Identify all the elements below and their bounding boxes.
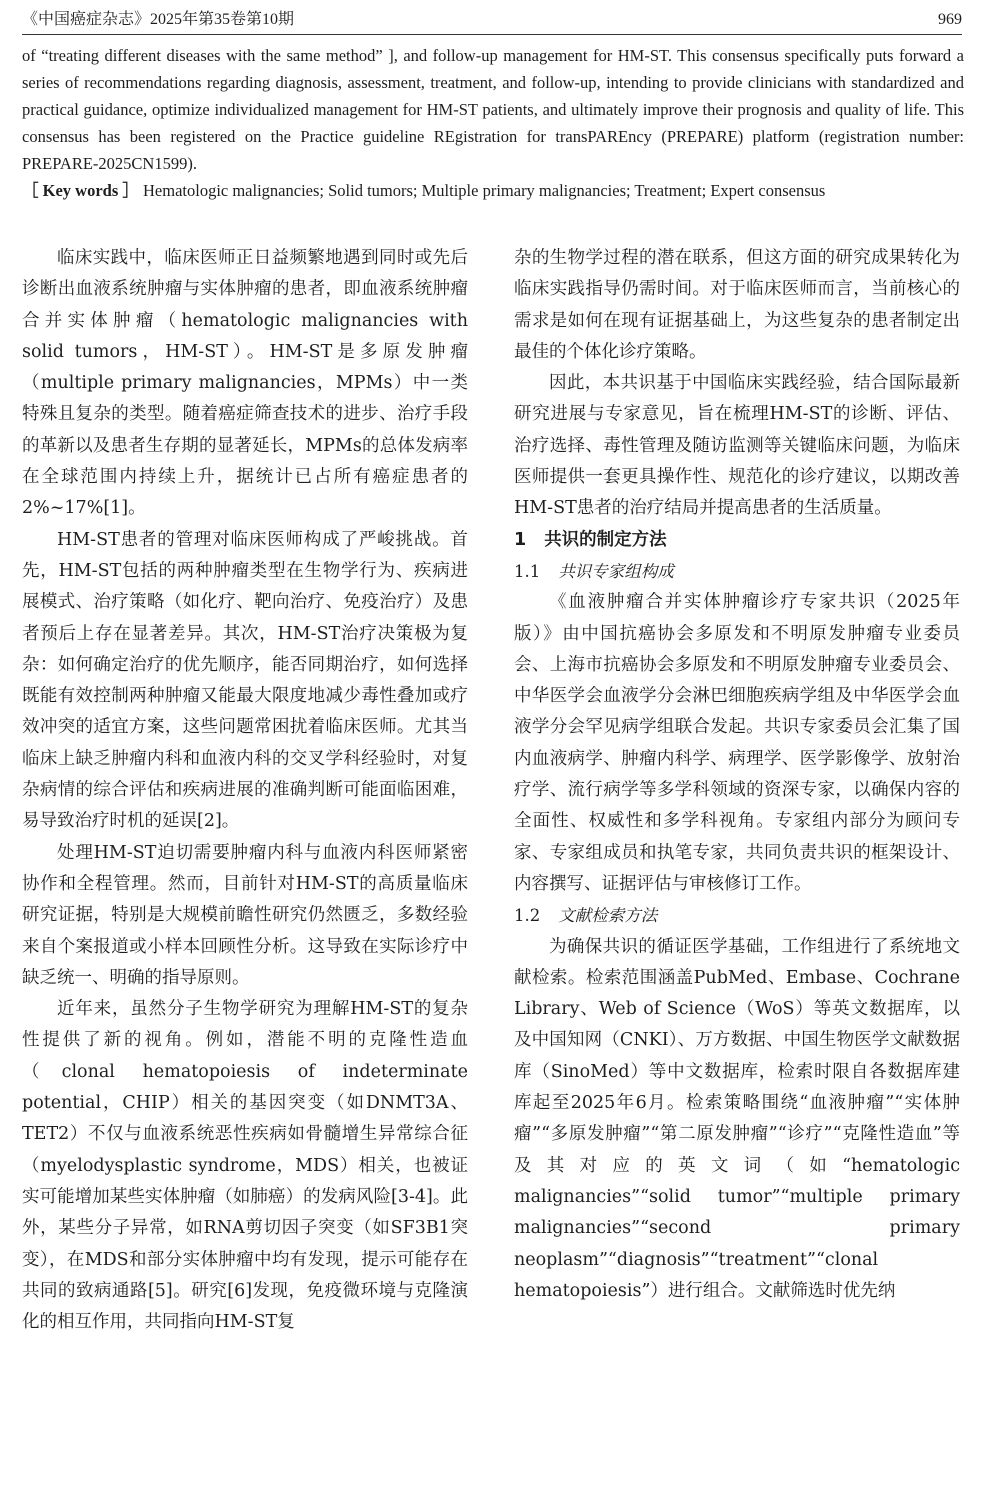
subsection-heading-1-1 bbox=[514, 556, 960, 587]
section-title: 共识的制定方法 bbox=[544, 529, 667, 550]
section-number: 1 bbox=[514, 529, 527, 550]
left-column bbox=[22, 243, 468, 1338]
english-abstract bbox=[22, 42, 964, 204]
journal-title: 《中国癌症杂志》2025年第35卷第10期 bbox=[22, 11, 295, 28]
subsection-heading-1-2 bbox=[514, 900, 960, 931]
keywords-line bbox=[22, 177, 964, 204]
intro-paragraph-3: 处理HM-ST迫切需要肿瘤内科与血液内科医师紧密协作和全程管理。然而，目前针对HM-ST的高质量临床研究证据，特别是大规模前瞻性研究仍然匮乏，多数经验来自个案报道或小样本回顾性分析。这导致在实际诊疗中缺乏统一、明确的指导原则。 bbox=[22, 842, 468, 988]
intro-paragraph-1: 临床实践中，临床医师正日益频繁地遇到同时或先后诊断出血液系统肿瘤与实体肿瘤的患者，即血液系统肿瘤合并实体肿瘤（hematologic malignancies with solid tumors，HM-ST）。HM-ST是多原发肿瘤（multiple primary malignancies，MPMs）中一类特殊且复杂的类型。随着癌症筛查技术的进步、治疗手段的革新以及患者生存期的显著延长，MPMs的总体发病率在全球范围内持续上升，据统计已占所有癌症患者的2%~17%[1]。 bbox=[22, 248, 468, 519]
page-number: 969 bbox=[938, 11, 962, 28]
intro-paragraph-4: 近年来，虽然分子生物学研究为理解HM-ST的复杂性提供了新的视角。例如，潜能不明的克隆性造血（clonal hematopoiesis of indeterminate potential，CHIP）相关的基因突变（如DNMT3A、TET2）不仅与血液系统恶性疾病如骨髓增生异常综合征（myelodysplastic syndrome，MDS）相关，也被证实可能增加某些实体肿瘤（如肺癌）的发病风险[3-4]。此外，某些分子异常，如RNA剪切因子突变（如SF3B1突变），在MDS和部分实体肿瘤中均有发现，提示可能存在共同的致病通路[5]。研究[6]发现，免疫微环境与克隆演化的相互作用，共同指向HM-ST复 bbox=[22, 999, 468, 1333]
subsection-number: 1.1 bbox=[514, 561, 541, 581]
section-heading-1 bbox=[514, 525, 960, 556]
subsection-number: 1.2 bbox=[514, 906, 541, 926]
continued-paragraph: 杂的生物学过程的潜在联系，但这方面的研究成果转化为临床实践指导仍需时间。对于临床医师而言，当前核心的需求是如何在现有证据基础上，为这些复杂的患者制定出最佳的个体化诊疗策略。 bbox=[514, 248, 960, 362]
subsection-title: 文献检索方法 bbox=[558, 906, 658, 926]
keywords-list: Hematologic malignancies; Solid tumors; Multiple primary malignancies; Treatment; Expert consensus bbox=[143, 181, 826, 200]
purpose-paragraph: 因此，本共识基于中国临床实践经验，结合国际最新研究进展与专家意见，旨在梳理HM-ST的诊断、评估、治疗选择、毒性管理及随访监测等关键临床问题，为临床医师提供一套更具操作性、规范化的诊疗建议，以期改善HM-ST患者的治疗结局并提高患者的生活质量。 bbox=[514, 373, 960, 519]
running-header bbox=[22, 8, 962, 35]
expert-panel-paragraph: 《血液肿瘤合并实体肿瘤诊疗专家共识（2025年版）》由中国抗癌协会多原发和不明原发肿瘤专业委员会、上海市抗癌协会多原发和不明原发肿瘤专业委员会、中华医学会血液学分会淋巴细胞疾病学组及中华医学会血液学分会罕见病学组联合发起。共识专家委员会汇集了国内血液病学、肿瘤内科学、病理学、医学影像学、放射治疗学、流行病学等多学科领域的资深专家，以确保内容的全面性、权威性和多学科视角。专家组内部分为顾问专家、专家组成员和执笔专家，共同负责共识的框架设计、内容撰写、证据评估与审核修订工作。 bbox=[514, 592, 960, 894]
right-column bbox=[514, 243, 960, 1307]
abstract-text: of “treating different diseases with the same method” ], and follow-up management for HM-ST. This consensus specifically puts forward a series of recommendations regarding diagnosis, assessment, treatment, and follow-up, intending to provide clinicians with standardized and practical guidance, optimize individualized management for HM-ST patients, and ultimately improve their prognosis and quality of life. This consensus has been registered on the Practice guideline REgistration for transPAREncy (PREPARE) platform (registration number: PREPARE-2025CN1599). bbox=[22, 46, 964, 173]
subsection-title: 共识专家组构成 bbox=[558, 561, 674, 581]
intro-paragraph-2: HM-ST患者的管理对临床医师构成了严峻挑战。首先，HM-ST包括的两种肿瘤类型在生物学行为、疾病进展模式、治疗策略（如化疗、靶向治疗、免疫治疗）及患者预后上存在显著差异。其次，HM-ST治疗决策极为复杂：如何确定治疗的优先顺序，能否同期治疗，如何选择既能有效控制两种肿瘤又能最大限度地减少毒性叠加或疗效冲突的适宜方案，这些问题常困扰着临床医师。尤其当临床上缺乏肿瘤内科和血液内科的交叉学科经验时，对复杂病情的综合评估和疾病进展的准确判断可能面临困难，易导致治疗时机的延误[2]。 bbox=[22, 529, 468, 832]
keywords-label: ［ Key words ］ bbox=[22, 181, 139, 200]
literature-search-paragraph: 为确保共识的循证医学基础，工作组进行了系统地文献检索。检索范围涵盖PubMed、Embase、Cochrane Library、Web of Science（WoS）等英文数据库，以及中国知网（CNKI）、万方数据、中国生物医学文献数据库（SinoMed）等中文数据库，检索时限自各数据库建库起至2025年6月。检索策略围绕“血液肿瘤”“实体肿瘤”“多原发肿瘤”“第二原发肿瘤”“诊疗”“克隆性造血”等及其对应的英文词（如“hematologic malignancies”“solid tumor”“multiple primary malignancies”“second primary neoplasm”“diagnosis”“treatment”“clonal hematopoiesis”）进行组合。文献筛选时优先纳 bbox=[514, 936, 960, 1301]
